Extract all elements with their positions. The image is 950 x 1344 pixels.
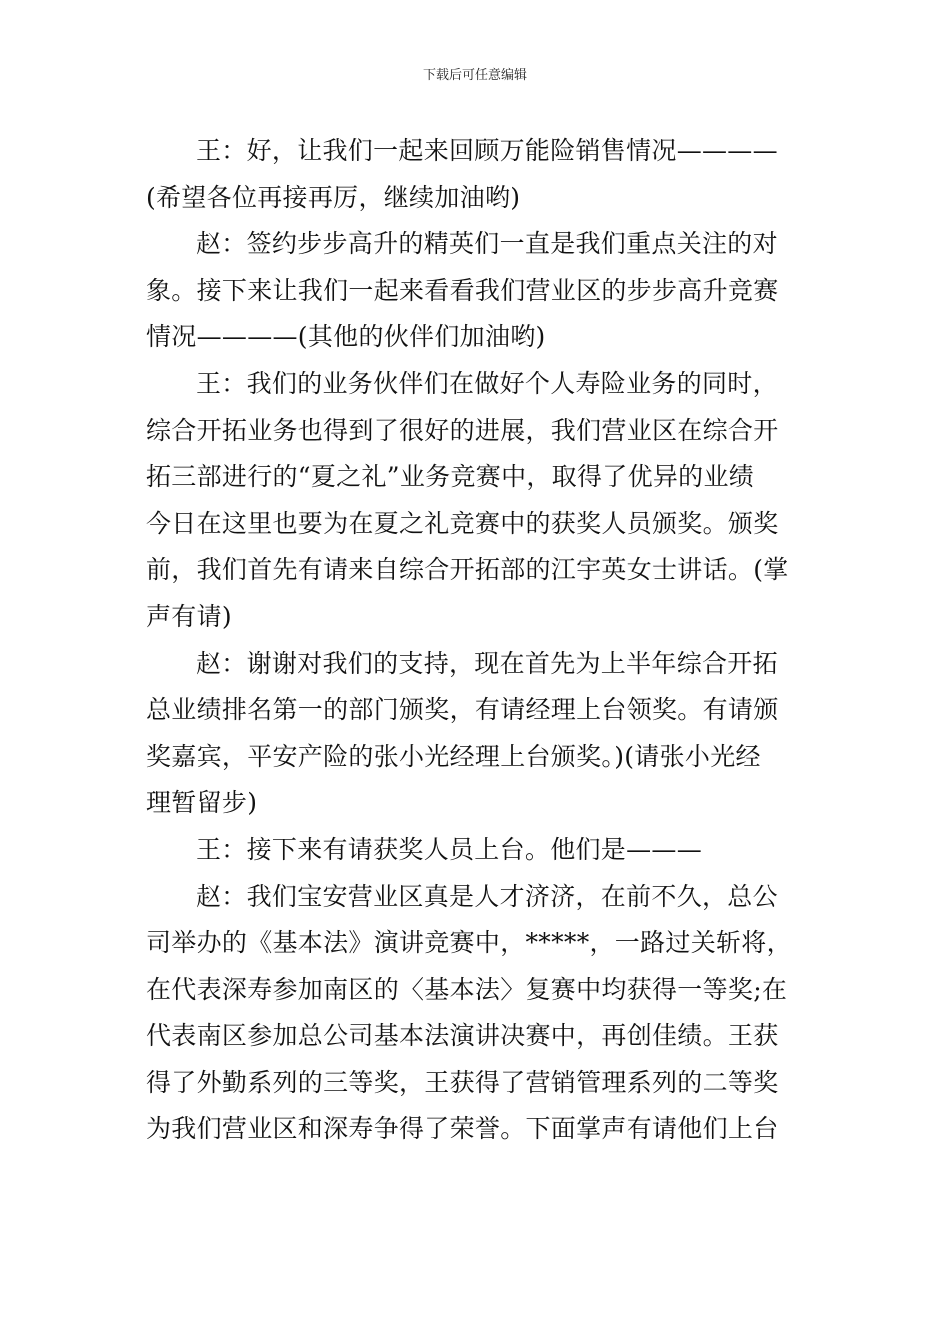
- text-line: 在代表深寿参加南区的〈基本法〉复赛中均获得一等奖;在: [146, 974, 788, 1004]
- text-line: 赵：谢谢对我们的支持，现在首先为上半年综合开拓: [196, 648, 778, 678]
- text-line: 王：我们的业务伙伴们在做好个人寿险业务的同时，: [196, 368, 778, 398]
- text-line: (希望各位再接再厉，继续加油哟): [146, 182, 521, 212]
- text-line: 情况————(其他的伙伴们加油哟): [146, 322, 546, 352]
- text-line: 总业绩排名第一的部门颁奖，有请经理上台领奖。有请颁: [146, 695, 779, 725]
- text-line: 得了外勤系列的三等奖，王获得了营销管理系列的二等奖: [146, 1067, 779, 1097]
- text-line: 赵：签约步步高升的精英们一直是我们重点关注的对: [196, 229, 778, 259]
- text-line: 为我们营业区和深寿争得了荣誉。下面掌声有请他们上台: [146, 1114, 779, 1144]
- text-line: 综合开拓业务也得到了很好的进展，我们营业区在综合开: [146, 415, 779, 445]
- text-line: 司举办的《基本法》演讲竞赛中，*****，一路过关斩将，: [146, 928, 792, 958]
- text-line: 拓三部进行的“夏之礼”业务竞赛中，取得了优异的业绩: [146, 462, 755, 492]
- text-line: 象。接下来让我们一起来看看我们营业区的步步高升竞赛: [146, 275, 779, 305]
- page-header-note: 下载后可任意编辑: [422, 68, 527, 83]
- text-line: 王：接下来有请获奖人员上台。他们是———: [196, 834, 703, 864]
- text-line: 今日在这里也要为在夏之礼竞赛中的获奖人员颁奖。颁奖: [146, 508, 779, 538]
- text-line: 理暂留步): [146, 788, 258, 818]
- text-line: 声有请): [146, 601, 232, 631]
- text-line: 奖嘉宾，平安产险的张小光经理上台颁奖。)(请张小光经: [146, 741, 761, 771]
- text-line: 代表南区参加总公司基本法演讲决赛中，再创佳绩。王获: [146, 1021, 779, 1051]
- document-body: [146, 128, 812, 1153]
- text-line: 前，我们首先有请来自综合开拓部的江宇英女士讲话。(掌: [146, 555, 789, 585]
- text-line: 赵：我们宝安营业区真是人才济济，在前不久，总公: [196, 881, 778, 911]
- text-line: 王：好，让我们一起来回顾万能险销售情况————: [196, 136, 778, 165]
